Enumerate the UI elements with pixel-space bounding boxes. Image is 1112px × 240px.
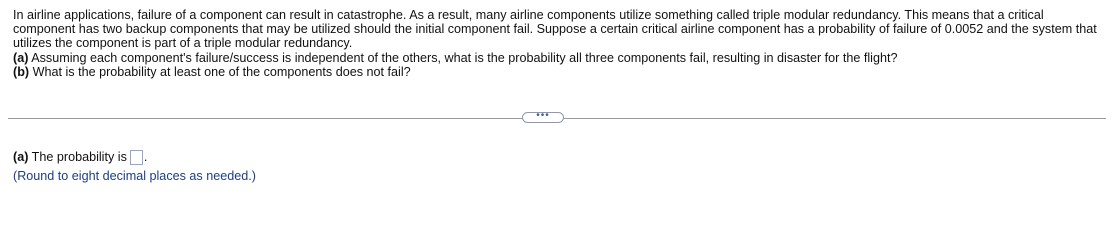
part-a-label: (a) bbox=[13, 50, 29, 65]
question-part-b bbox=[13, 65, 1098, 79]
question-part-a bbox=[13, 51, 1098, 65]
section-divider bbox=[8, 110, 1106, 126]
question-intro: In airline applications, failure of a component can result in catastrophe. As a result, many airline components utilize something called triple modular redundancy. This means that a critical component has two backup components that may be utilized should the initial component fail. Suppose a certain critical airline component has a probability of failure of 0.0052 and the system that utilizes the component is part of a triple modular redundancy. bbox=[13, 8, 1097, 51]
probability-answer-input[interactable] bbox=[130, 150, 143, 165]
answer-period: . bbox=[143, 150, 148, 164]
ellipsis-icon: ••• bbox=[536, 109, 550, 121]
answer-part-a-label: (a) bbox=[13, 150, 29, 164]
question-text bbox=[13, 8, 1098, 79]
part-b-text: What is the probability at least one of the components does not fail? bbox=[29, 64, 411, 79]
answer-section bbox=[13, 150, 256, 184]
answer-line-a bbox=[13, 150, 256, 165]
expand-button[interactable] bbox=[522, 109, 564, 123]
answer-part-a-text: The probability is bbox=[28, 150, 127, 164]
rounding-hint: (Round to eight decimal places as needed.) bbox=[13, 169, 256, 183]
part-b-label: (b) bbox=[13, 64, 30, 79]
part-a-text: Assuming each component's failure/success is independent of the others, what is the probability all three components fail, resulting in disaster for the flight? bbox=[28, 50, 898, 65]
